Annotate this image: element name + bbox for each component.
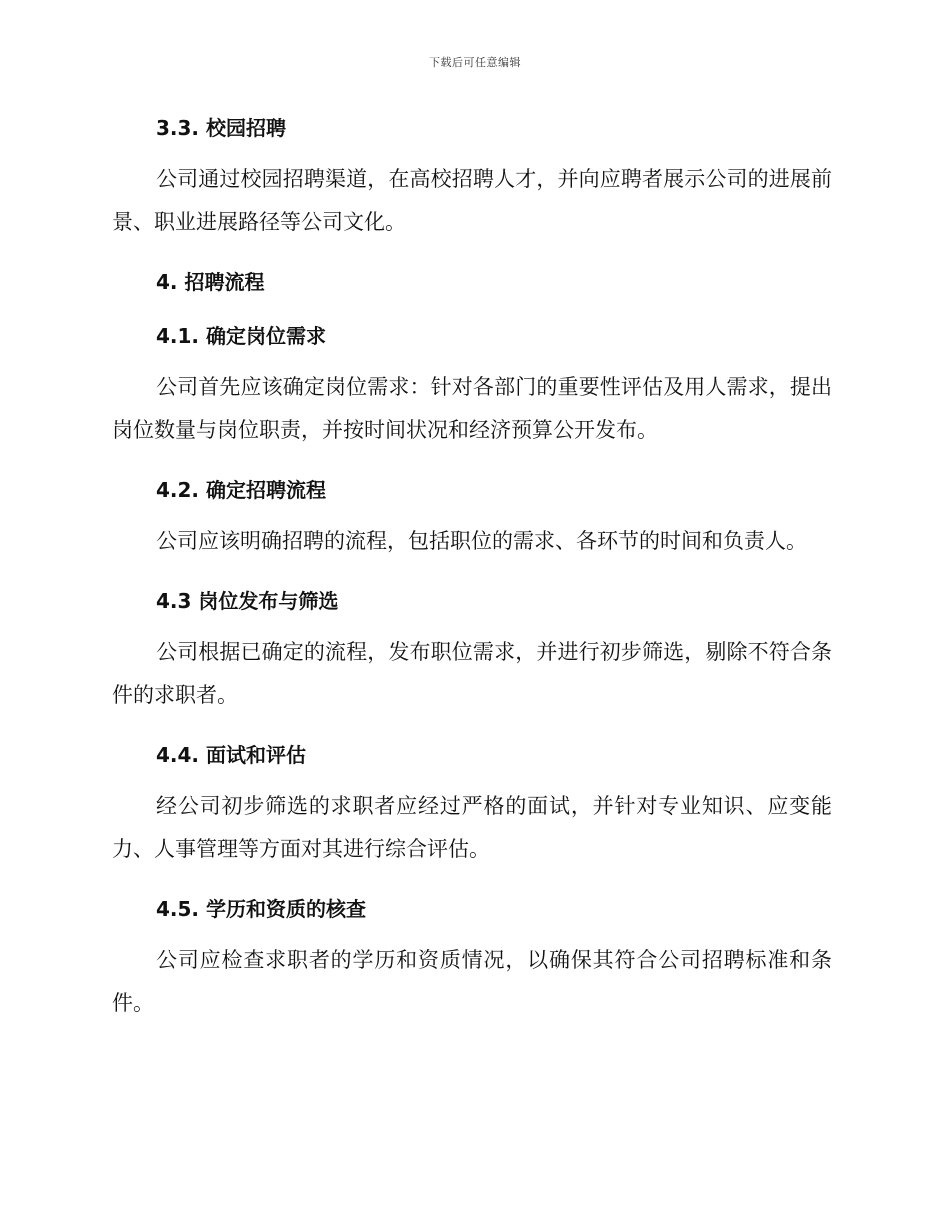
paragraph-position-requirements: 公司首先应该确定岗位需求：针对各部门的重要性评估及用人需求，提出岗位数量与岗位职责，并按时间状况和经济预算公开发布。 (112, 375, 832, 442)
section-heading-4-1: 4.1. 确定岗位需求 (156, 324, 326, 348)
section-heading-4-5: 4.5. 学历和资质的核查 (156, 897, 366, 921)
paragraph-credential-check: 公司应检查求职者的学历和资质情况，以确保其符合公司招聘标准和条件。 (112, 948, 832, 1015)
document-body (112, 112, 832, 1025)
section-heading-4-4: 4.4. 面试和评估 (156, 743, 306, 767)
paragraph-interview-evaluation: 经公司初步筛选的求职者应经过严格的面试，并针对专业知识、应变能力、人事管理等方面对其进行综合评估。 (112, 794, 832, 861)
section-heading-4-3: 4.3 岗位发布与筛选 (156, 589, 339, 613)
paragraph-recruitment-process: 公司应该明确招聘的流程，包括职位的需求、各环节的时间和负责人。 (156, 529, 807, 553)
page-header: 下载后可任意编辑 (429, 56, 521, 69)
section-heading-4-2: 4.2. 确定招聘流程 (156, 478, 326, 502)
paragraph-posting-screening: 公司根据已确定的流程，发布职位需求，并进行初步筛选，剔除不符合条件的求职者。 (112, 640, 832, 707)
section-heading-4: 4. 招聘流程 (156, 270, 265, 294)
paragraph-campus-recruitment: 公司通过校园招聘渠道，在高校招聘人才，并向应聘者展示公司的进展前景、职业进展路径等公司文化。 (112, 167, 832, 234)
section-heading-3-3: 3.3. 校园招聘 (156, 116, 286, 140)
